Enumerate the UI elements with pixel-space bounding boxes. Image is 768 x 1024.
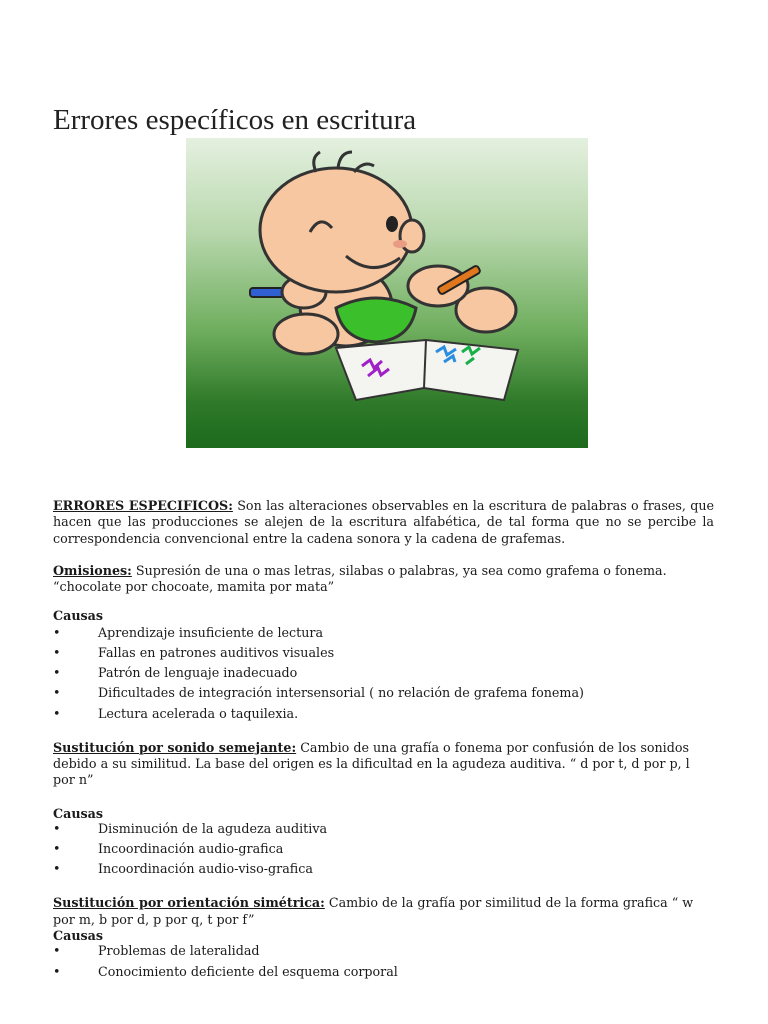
causas-list bbox=[53, 941, 714, 981]
list-item: • Incoordinación audio-viso-grafica bbox=[53, 859, 714, 879]
section-omisiones bbox=[53, 563, 714, 596]
bullet-icon: • bbox=[53, 943, 61, 959]
section-sustitucion-orientacion bbox=[53, 895, 714, 928]
bullet-icon: • bbox=[53, 841, 61, 857]
bullet-icon: • bbox=[53, 820, 61, 836]
section-text: Cambio de una grafía o fonema por confusión de los sonidos debido a su similitud. La base del origen es la dificultad en la agudeza auditiva. “ d por t, d por p, l por n” bbox=[53, 739, 690, 788]
bullet-icon: • bbox=[53, 705, 61, 721]
intro-term: ERRORES ESPECIFICOS: bbox=[53, 498, 233, 513]
section-text: Supresión de una o mas letras, silabas o palabras, ya sea como grafema o fonema. “chocolate por chocoate, mamita por mata” bbox=[53, 562, 667, 595]
baby-writing-illustration bbox=[186, 138, 588, 448]
causas-label: Causas bbox=[53, 805, 104, 821]
bullet-icon: • bbox=[53, 624, 61, 640]
section-sustitucion-sonido bbox=[53, 740, 714, 789]
section-term: Omisiones: bbox=[53, 562, 132, 578]
document-body bbox=[53, 498, 714, 982]
list-item: • Lectura acelerada o taquilexia. bbox=[53, 704, 714, 724]
list-item: • Problemas de lateralidad bbox=[53, 941, 714, 961]
intro-paragraph bbox=[53, 498, 714, 547]
bullet-icon: • bbox=[53, 665, 61, 681]
list-item: • Conocimiento deficiente del esquema corporal bbox=[53, 962, 714, 982]
causas-list bbox=[53, 819, 714, 880]
causas-label: Causas bbox=[53, 928, 104, 944]
intro-text: Son las alteraciones observables en la escritura de palabras o frases, que hacen que las producciones se alejen de la escritura alfabética, de tal forma que no se percibe la correspondencia convencional entre la cadena sonora y la cadena de grafemas. bbox=[53, 498, 715, 546]
bullet-icon: • bbox=[53, 685, 61, 701]
section-term: Sustitución por orientación simétrica: bbox=[53, 895, 325, 911]
section-text: Cambio de la grafía por similitud de la forma grafica “ w por m, b por d, p por q, t por f” bbox=[53, 895, 694, 927]
causas-list bbox=[53, 623, 714, 724]
bullet-icon: • bbox=[53, 963, 61, 979]
bullet-icon: • bbox=[53, 644, 61, 660]
bullet-icon: • bbox=[53, 861, 61, 877]
list-item: • Dificultades de integración intersensorial ( no relación de grafema fonema) bbox=[53, 683, 714, 703]
list-item: • Incoordinación audio-grafica bbox=[53, 839, 714, 859]
baby-writing-icon bbox=[186, 138, 588, 448]
list-item: • Fallas en patrones auditivos visuales bbox=[53, 643, 714, 663]
section-term: Sustitución por sonido semejante: bbox=[53, 739, 297, 755]
list-item: • Disminución de la agudeza auditiva bbox=[53, 819, 714, 839]
causas-label: Causas bbox=[53, 608, 104, 624]
page-title: Errores específicos en escritura bbox=[53, 104, 417, 136]
list-item: • Patrón de lenguaje inadecuado bbox=[53, 663, 714, 683]
list-item: • Aprendizaje insuficiente de lectura bbox=[53, 623, 714, 643]
